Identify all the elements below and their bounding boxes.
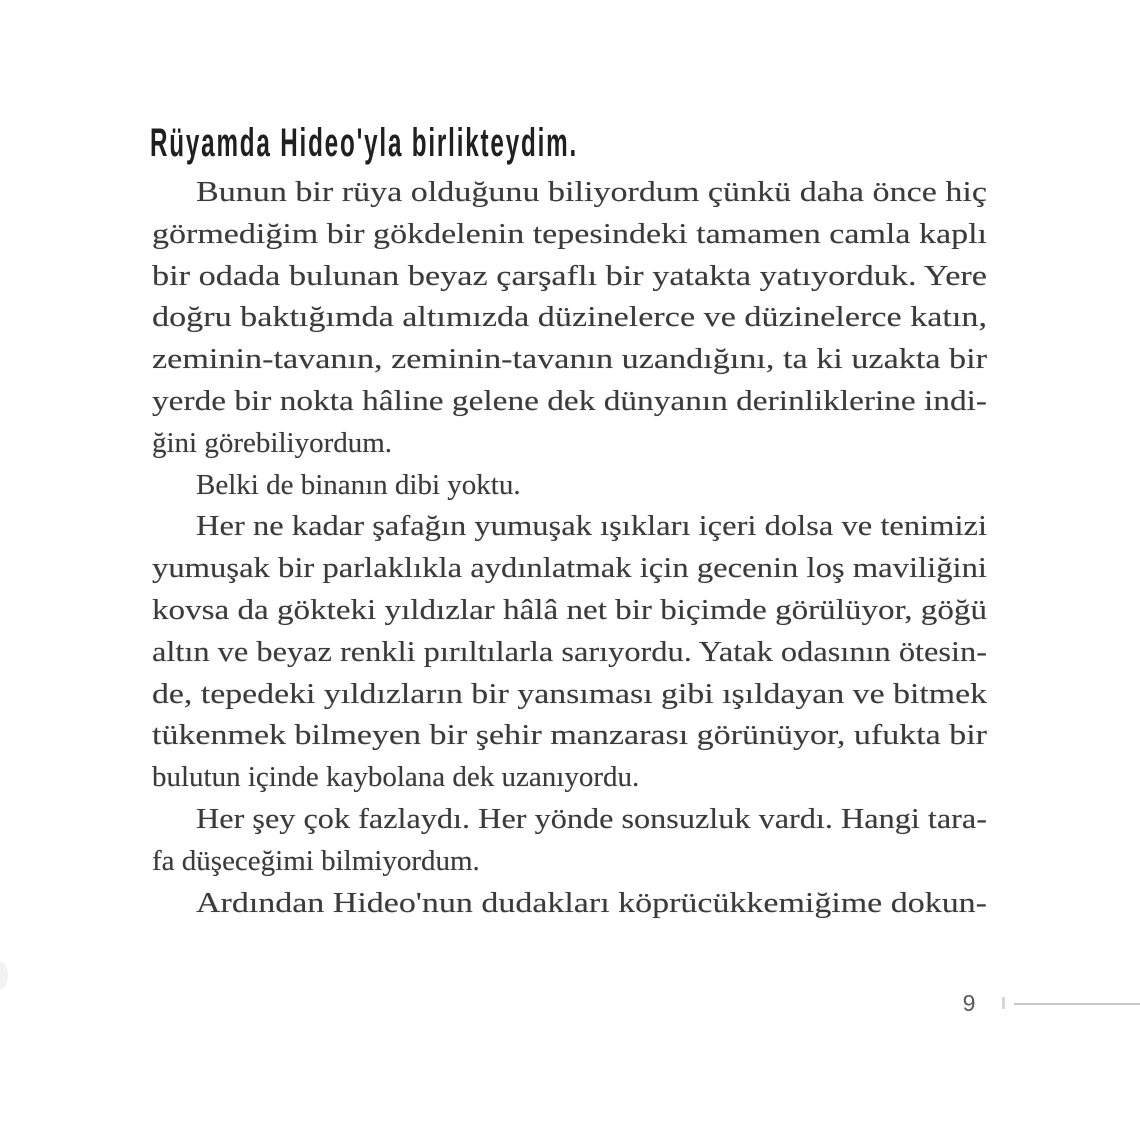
text-line: Bunun bir rüya olduğunu biliyordum çünkü daha önce hiç (196, 176, 987, 208)
footer-rule-line (1014, 1003, 1140, 1005)
text-line: fa düşeceğimi bilmiyordum. (152, 844, 480, 877)
text-line: altın ve beyaz renkli pırıltılarla sarıyordu. Yatak odasının ötesin- (152, 635, 987, 668)
text-line: doğru baktığımda altımızda düzinelerce ve düzinelerce katın, (152, 301, 987, 334)
chapter-heading (150, 122, 857, 164)
text-line: bir odada bulunan beyaz çarşaflı bir yatakta yatıyorduk. Yere (152, 259, 987, 292)
text-line: bulutun içinde kaybolana dek uzanıyordu. (152, 761, 640, 794)
text-line: de, tepedeki yıldızların bir yansıması gibi ışıldayan ve bitmek (152, 677, 987, 710)
left-edge-scan-artifact (0, 962, 8, 989)
text-line: Her şey çok fazlaydı. Her yönde sonsuzluk vardı. Hangi tara- (196, 802, 988, 835)
page-number: 9 (962, 990, 976, 1016)
text-line: Belki de binanın dibi yoktu. (196, 468, 521, 501)
text-line: kovsa da gökteki yıldızlar hâlâ net bir biçimde görülüyor, göğü (152, 593, 987, 626)
text-line: Ardından Hideo'nun dudakları köprücükkemiğime dokun- (196, 886, 987, 919)
chapter-heading-text: Rüyamda Hideo'yla birlikteydim. (150, 121, 578, 165)
text-line: tükenmek bilmeyen bir şehir manzarası görünüyor, ufukta bir (152, 719, 988, 752)
text-line: görmediğim bir gökdelenin tepesindeki tamamen camla kaplı (152, 217, 987, 250)
text-line: yumuşak bir parlaklıkla aydınlatmak için gecenin loş maviliğini (152, 552, 987, 585)
text-line: Her ne kadar şafağın yumuşak ışıkları içeri dolsa ve tenimizi (196, 510, 987, 543)
text-line: zeminin-tavanın, zeminin-tavanın uzandığını, ta ki uzakta bir (152, 343, 987, 376)
text-line: yerde bir nokta hâline gelene dek dünyanın derinliklerine indi- (152, 384, 987, 417)
text-line: ğini görebiliyordum. (152, 426, 393, 459)
footer-tick-mark (1002, 997, 1005, 1009)
body-text-block (152, 172, 987, 924)
